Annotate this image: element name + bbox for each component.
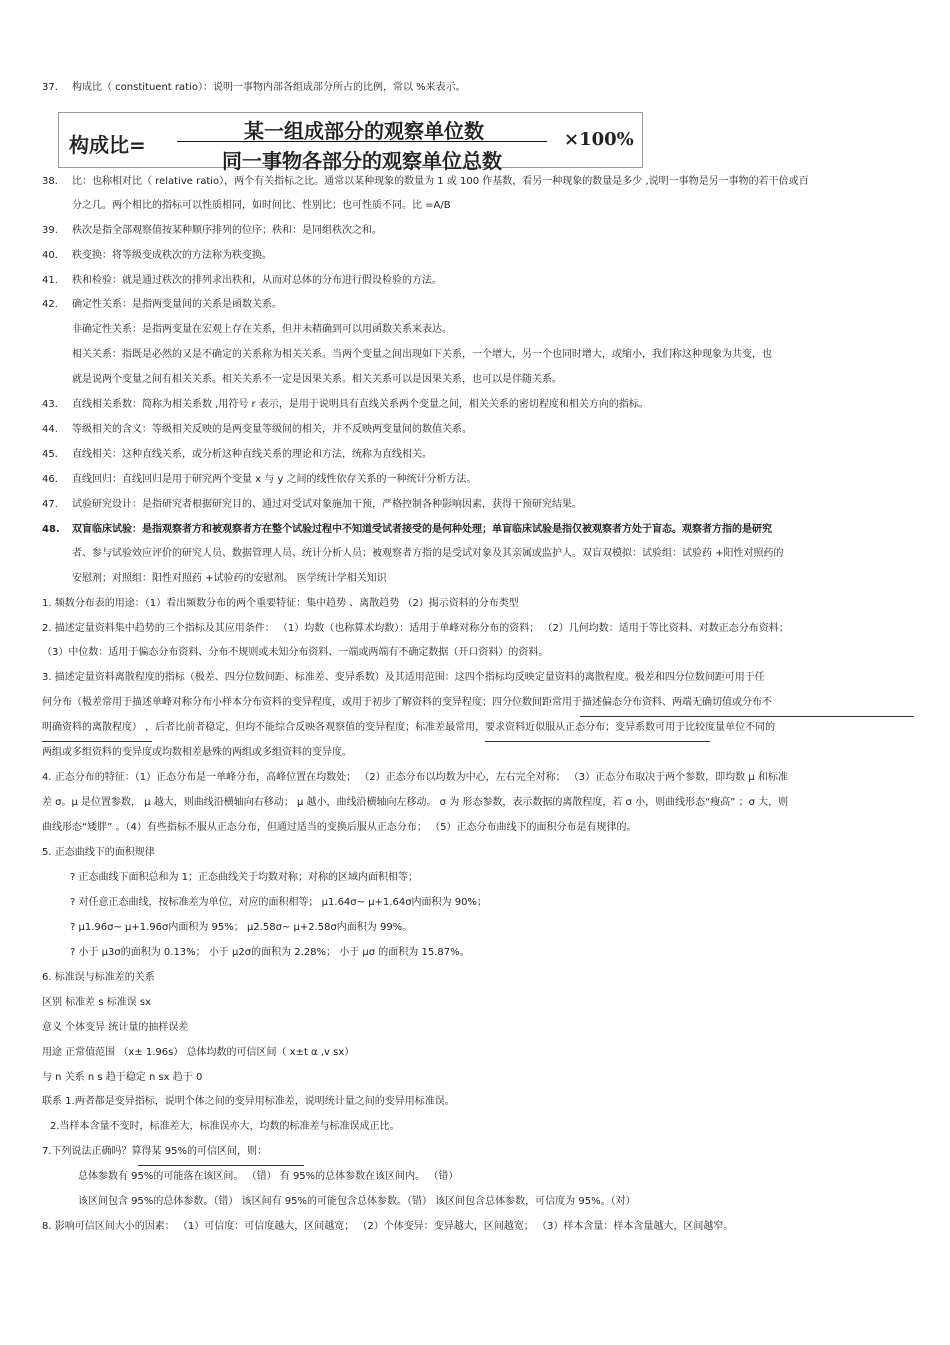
line-text: 差 σ。μ 是位置参数， μ 越大，则曲线沿横轴向右移动； μ 越小，曲线沿横轴向左移动。 σ 为 形态参数，表示数据的离散程度，若 σ 小，则曲线形态“瘦高” ；σ 大，则 bbox=[42, 797, 789, 808]
text-line bbox=[72, 547, 784, 560]
text-line bbox=[42, 498, 582, 511]
line-text: 意义 个体变异 统计量的抽样误差 bbox=[42, 1022, 189, 1033]
fraction-bar bbox=[177, 141, 547, 142]
text-line bbox=[72, 572, 387, 585]
text-line bbox=[42, 771, 788, 784]
line-text: 何分布（极差常用于描述单峰对称分布小样本分布资料的变异程度，或用于初步了解资料的变异程度；四分位数间距常用于描述偏态分布资料、两端无确切值或分布不 bbox=[42, 697, 772, 708]
text-line bbox=[42, 671, 765, 684]
text-line bbox=[42, 796, 788, 809]
line-text: 秩变换：将等级变成秩次的方法称为秩变换。 bbox=[72, 250, 272, 261]
line-text: 4. 正态分布的特征：（1）正态分布是一单峰分布，高峰位置在均数处； （2）正态分布以均数为中心，左右完全对称； （3）正态分布取决于两个参数，即均数 μ 和标准 bbox=[42, 772, 788, 783]
text-line bbox=[72, 199, 451, 212]
text-line bbox=[42, 224, 382, 237]
line-text: 安慰剂；对照组：阳性对照药 +试验药的安慰剂。 医学统计学相关知识 bbox=[72, 573, 387, 584]
line-text: 3. 描述定量资料离散程度的指标（极差、四分位数间距、标准差、变异系数）及其适用范围：这四个指标均反映定量资料的离散程度。极差和四分位数间距可用于任 bbox=[42, 672, 765, 683]
text-line bbox=[42, 423, 472, 436]
text-line bbox=[70, 946, 470, 959]
item-number: 41. bbox=[42, 275, 58, 286]
text-line bbox=[42, 971, 155, 984]
line-text: 区别 标准差 s 标准误 sx bbox=[42, 997, 152, 1008]
text-line bbox=[42, 1021, 188, 1034]
text-line bbox=[42, 274, 442, 287]
line-text: 非确定性关系：是指两变量在宏观上存在关系，但并未精确到可以用函数关系来表达。 bbox=[72, 324, 452, 335]
text-line bbox=[70, 921, 412, 934]
text-line bbox=[42, 622, 789, 635]
line-text: 1. 频数分布表的用途：（1）看出频数分布的两个重要特征：集中趋势 、离散趋势 （2）揭示资料的分布类型 bbox=[42, 598, 519, 609]
line-text: 确定性关系：是指两变量间的关系是函数关系。 bbox=[72, 299, 282, 310]
line-text: 2.当样本含量不变时，标准差大，标准误亦大，均数的标准差与标准误成正比。 bbox=[50, 1121, 400, 1132]
item-number: 40. bbox=[42, 250, 58, 261]
item-number: 44. bbox=[42, 424, 58, 435]
line-text: 相关关系：指既是必然的又是不确定的关系称为相关关系。当两个变量之间出现如下关系，一个增大，另一个也同时增大，或缩小，我们称这种现象为共变，也 bbox=[72, 349, 772, 360]
line-text: ? 正态曲线下面积总和为 1；正态曲线关于均数对称；对称的区域内面积相等； bbox=[70, 872, 419, 883]
line-text: 8. 影响可信区间大小的因素： （1）可信度：可信度越大，区间越宽； （2）个体变异：变异越大，区间越宽； （3）样本含量：样本含量越大，区间越窄。 bbox=[42, 1221, 734, 1232]
item-number: 45. bbox=[42, 449, 58, 460]
text-line bbox=[42, 846, 155, 859]
line-text: 等级相关的含义：等级相关反映的是两变量等级间的相关，并不反映两变量间的数值关系。 bbox=[72, 424, 472, 435]
text-line bbox=[72, 373, 562, 386]
text-line bbox=[42, 1071, 202, 1084]
line-text: ? μ1.96σ~ μ+1.96σ内面积为 95%； μ2.58σ~ μ+2.58σ内面积为 99%。 bbox=[70, 922, 413, 933]
text-line bbox=[42, 249, 272, 262]
item-number: 38. bbox=[42, 176, 58, 187]
underline-3 bbox=[485, 741, 710, 742]
text-line bbox=[42, 746, 352, 759]
text-line bbox=[42, 473, 477, 486]
item-number: 39. bbox=[42, 225, 58, 236]
text-line bbox=[42, 1046, 354, 1059]
line-text: 双盲临床试验：是指观察者方和被观察者方在整个试验过程中不知道受试者接受的是何种处理；单盲临床试验是指仅被观察者方处于盲态。观察者方指的是研究 bbox=[72, 524, 772, 535]
line-text: 5. 正态曲线下的面积规律 bbox=[42, 847, 155, 858]
constituent-ratio-formula bbox=[58, 112, 643, 173]
text-line bbox=[42, 646, 548, 659]
line-text: 用途 正常值范围 （x± 1.96s） 总体均数的可信区间（ x±t α ,v sx） bbox=[42, 1047, 355, 1058]
line-text: 7.下列说法正确吗？算得某 95%的可信区间，则： bbox=[42, 1146, 267, 1157]
text-line bbox=[42, 175, 809, 188]
formula-label: 构成比= bbox=[69, 133, 146, 157]
text-line bbox=[42, 696, 772, 709]
text-line bbox=[42, 298, 282, 311]
text-line bbox=[42, 597, 519, 610]
item-number: 46. bbox=[42, 474, 58, 485]
line-text: 明确资料的离散程度） ，后者比前者稳定，但均不能综合反映各观察值的变异程度；标准差最常用，要求资料近似服从正态分布；变异系数可用于比较度量单位不同的 bbox=[42, 722, 776, 733]
line-text: ? 对任意正态曲线，按标准差为单位，对应的面积相等； μ1.64σ~ μ+1.64σ内面积为 90%； bbox=[70, 897, 487, 908]
text-line bbox=[78, 1195, 636, 1208]
line-text: （3）中位数：适用于偏态分布资料、分布不规则或未知分布资料、一端或两端有不确定数据（开口资料）的资料。 bbox=[42, 647, 549, 658]
text-line bbox=[42, 996, 151, 1009]
text-line bbox=[42, 721, 775, 734]
text-line bbox=[42, 1220, 733, 1233]
text-line bbox=[42, 1095, 455, 1108]
line-text: 曲线形态“矮胖” 。（4）有些指标不服从正态分布，但通过适当的变换后服从正态分布； （5）正态分布曲线下的面积分布是有规律的。 bbox=[42, 822, 637, 833]
line-text: 秩和检验：就是通过秩次的排列求出秩和，从而对总体的分布进行假设检验的方法。 bbox=[72, 275, 442, 286]
underline-4 bbox=[138, 1165, 304, 1166]
line-text: 直线相关：这种直线关系，或分析这种直线关系的理论和方法，统称为直线相关。 bbox=[72, 449, 432, 460]
text-line bbox=[42, 821, 636, 834]
text-line bbox=[50, 1120, 400, 1133]
line-text: 秩次是指全部观察值按某种顺序排列的位序；秩和：是同组秩次之和。 bbox=[72, 225, 382, 236]
formula-multiplier: ×100% bbox=[564, 129, 634, 150]
text-line bbox=[42, 81, 466, 94]
item-number: 43. bbox=[42, 399, 58, 410]
formula-numerator: 某一组成部分的观察单位数 bbox=[244, 119, 484, 143]
text-line bbox=[72, 348, 772, 361]
line-text: 总体参数有 95%的可能落在该区间。 （错） 有 95%的总体参数在该区间内。 （错） bbox=[78, 1171, 459, 1182]
line-text: 就是说两个变量之间有相关关系。相关关系不一定是因果关系。相关关系可以是因果关系，也可以是伴随关系。 bbox=[72, 374, 562, 385]
line-text: 者、参与试验效应评价的研究人员、数据管理人员、统计分析人员；被观察者方指的是受试对象及其亲属或监护人。双盲双模拟：试验组：试验药 +阳性对照药的 bbox=[72, 548, 784, 559]
underline-1 bbox=[580, 716, 914, 717]
item-number: 42. bbox=[42, 299, 58, 310]
line-text: 构成比（ constituent ratio）：说明一事物内部各组成部分所占的比例，常以 %来表示。 bbox=[72, 82, 466, 93]
line-text: 直线相关系数：简称为相关系数 ,用符号 r 表示，是用于说明具有直线关系两个变量之间，相关关系的密切程度和相关方向的指标。 bbox=[72, 399, 649, 410]
underline-2 bbox=[42, 741, 152, 742]
line-text: ? 小于 μ3σ的面积为 0.13%； 小于 μ2σ的面积为 2.28%； 小于 μσ 的面积为 15.87%。 bbox=[70, 947, 470, 958]
line-text: 该区间包含 95%的总体参数。（错） 该区间有 95%的可能包含总体参数。（错） 该区间包含总体参数，可信度为 95%。（对） bbox=[78, 1196, 636, 1207]
text-line bbox=[70, 896, 487, 909]
line-text: 分之几。两个相比的指标可以性质相同，如时间比、性别比；也可性质不同。比 =A/B bbox=[72, 200, 451, 211]
item-number: 37. bbox=[42, 82, 58, 93]
line-text: 比：也称相对比（ relative ratio），两个有关指标之比。通常以某种现象的数量为 1 或 100 作基数，看另一种现象的数量是多少 ,说明一事物是另一事物的若干倍或百 bbox=[72, 176, 809, 187]
formula-denominator: 同一事物各部分的观察单位总数 bbox=[222, 149, 502, 173]
text-line bbox=[42, 523, 772, 536]
line-text: 试验研究设计：是指研究者根据研究目的、通过对受试对象施加干预，严格控制各种影响因素，获得干预研究结果。 bbox=[72, 499, 582, 510]
text-line bbox=[72, 323, 452, 336]
item-number: 47. bbox=[42, 499, 58, 510]
line-text: 联系 1.两者都是变异指标，说明个体之间的变异用标准差，说明统计量之间的变异用标准误。 bbox=[42, 1096, 455, 1107]
text-line bbox=[42, 1145, 267, 1158]
line-text: 与 n 关系 n s 趋于稳定 n sx 趋于 0 bbox=[42, 1072, 203, 1083]
text-line bbox=[78, 1170, 458, 1183]
text-line bbox=[42, 398, 649, 411]
line-text: 2. 描述定量资料集中趋势的三个指标及其应用条件： （1）均数（也称算术均数）：适用于单峰对称分布的资料； （2）几何均数：适用于等比资料、对数正态分布资料； bbox=[42, 623, 789, 634]
text-line bbox=[42, 448, 432, 461]
text-line bbox=[70, 871, 418, 884]
line-text: 两组或多组资料的变异度或均数相差悬殊的两组或多组资料的变异度。 bbox=[42, 747, 352, 758]
line-text: 直线回归：直线回归是用于研究两个变量 x 与 y 之间的线性依存关系的一种统计分析方法。 bbox=[72, 474, 477, 485]
item-number: 48. bbox=[42, 524, 60, 535]
line-text: 6. 标准误与标准差的关系 bbox=[42, 972, 155, 983]
